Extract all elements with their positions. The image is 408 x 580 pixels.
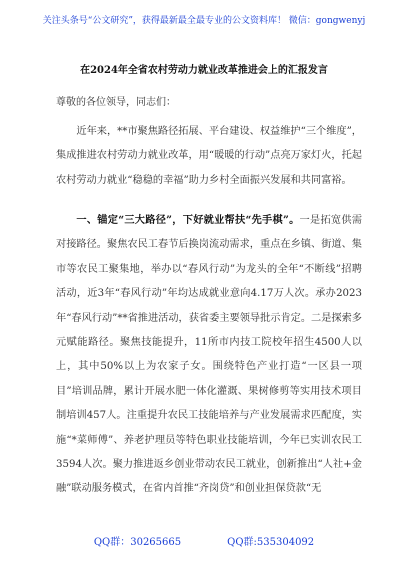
header-notice: 关注头条号“公文研究”，获得最新最全最专业的公文资料库！ 微信：gongwenyj (42, 16, 366, 26)
section-1-heading: 一、锚定“三大路径”，下好就业帮扶“先手棋”。 (76, 214, 300, 226)
qq-group-2: QQ群:535304092 (227, 537, 315, 548)
page-title: 在2024年全省农村劳动力就业改革推进会上的汇报发言 (80, 65, 328, 76)
section-1-block (56, 208, 362, 502)
section-1-paragraph (56, 208, 362, 502)
salutation: 尊敬的各位领导，同志们： (56, 97, 176, 108)
section-1-body: 一是拓宽供需对接路径。聚焦农民工春节后换岗流动需求，重点在乡镇、街道、集市等农民工聚集地，举办以“春风行动”为龙头的全年“不断线”招聘活动，近3年“春风行动”年均达成就业意向4.17万人次。承办2023年“春风行动”**省推进活动，获省委主要领导批示肯定。二是探索多元赋能路径。聚焦技能提升，11所市内技工院校年招生4500人以上，其中50%以上为农家子女。围绕特色产业打造“一区县一项目”培训品牌，累计开展水肥一体化灌溉、果树修剪等实用技术项目制培训457人。注重提升农民工技能培养与产业发展需求匹配度，实施“*菜师傅”、养老护理员等特色职业技能培训，今年已实训农民工3594人次。聚力推进返乡创业带动农民工就业，创新推出“人社+金融”联动服务模式，在省内首推“齐岗贷”和创业担保贷款“无 (56, 215, 363, 495)
qq-group-1: QQ群：30265665 (93, 537, 182, 548)
intro-paragraph: 近年来，**市聚焦路径拓展、平台建设、权益维护“三个维度”，集成推进农村劳动力就业改革，用“暖暖的行动”点亮万家灯火，托起农村劳动力就业“稳稳的幸福”助力乡村全面振兴发展和共同富裕。 (56, 126, 362, 186)
intro-paragraph-block (56, 120, 362, 193)
footer-contact (0, 536, 408, 550)
